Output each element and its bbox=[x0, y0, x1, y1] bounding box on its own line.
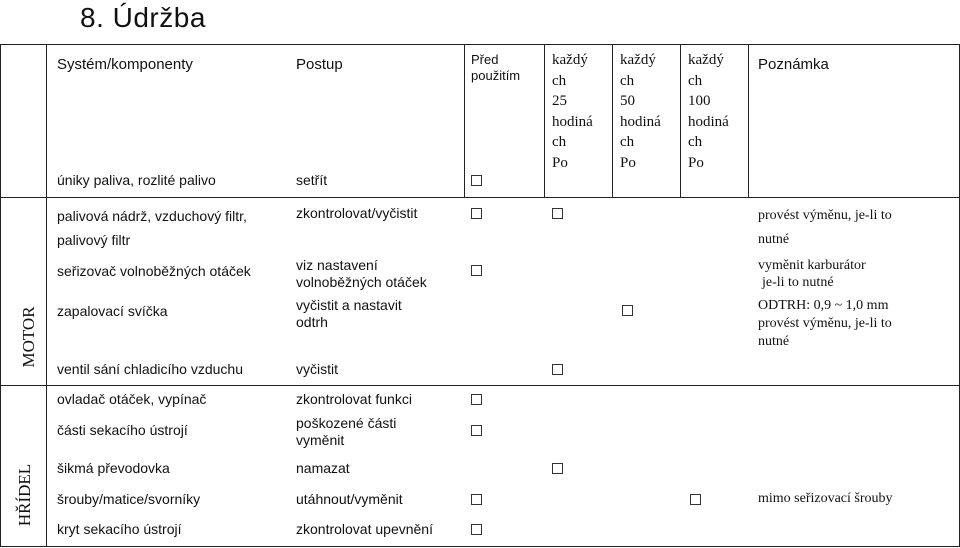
row9-pred-checkbox[interactable] bbox=[471, 494, 482, 505]
row2-pred-checkbox[interactable] bbox=[471, 208, 482, 219]
row9-note: mimo seřizovací šrouby bbox=[758, 491, 893, 506]
header-postup: Postup bbox=[296, 56, 343, 73]
header-system: Systém/komponenty bbox=[57, 56, 193, 73]
group-motor: MOTOR bbox=[19, 306, 38, 368]
row9-100h-checkbox[interactable] bbox=[690, 494, 701, 505]
row6-system: ovladač otáček, vypínač bbox=[57, 391, 207, 407]
row2-postup: zkontrolovat/vyčistit bbox=[296, 205, 418, 221]
row7-postup: poškozené části vyměnit bbox=[296, 415, 397, 448]
row8-25h-checkbox[interactable] bbox=[552, 463, 563, 474]
row5-25h-checkbox[interactable] bbox=[552, 364, 563, 375]
row3-postup: viz nastavení volnoběžných otáček bbox=[296, 257, 427, 290]
row10-pred-checkbox[interactable] bbox=[471, 524, 482, 535]
header-divider-pred bbox=[464, 44, 465, 198]
row7-system: části sekacího ústrojí bbox=[57, 422, 188, 438]
row1-postup: setřít bbox=[296, 172, 328, 188]
header-each-50: každý ch 50 hodiná ch Po bbox=[620, 52, 661, 171]
row1-pred-checkbox[interactable] bbox=[471, 175, 482, 186]
row4-postup: vyčistit a nastavit odtrh bbox=[296, 297, 402, 330]
row2-system: palivová nádrž, vzduchový filtr, palivový filtr bbox=[57, 208, 247, 248]
header-note: Poznámka bbox=[758, 56, 829, 73]
row6-postup: zkontrolovat funkci bbox=[296, 391, 412, 407]
row3-note: vyměnit karburátor je-li to nutné bbox=[758, 258, 866, 290]
row10-system: kryt sekacího ústrojí bbox=[57, 521, 182, 537]
header-divider-50 bbox=[612, 44, 613, 198]
row2-25h-checkbox[interactable] bbox=[552, 208, 563, 219]
section-divider bbox=[0, 385, 960, 386]
motor-section-top-border bbox=[0, 197, 960, 198]
row8-postup: namazat bbox=[296, 460, 350, 476]
row4-50h-checkbox[interactable] bbox=[622, 305, 633, 316]
row1-system: úniky paliva, rozlité palivo bbox=[57, 172, 216, 188]
table-top-border bbox=[0, 44, 960, 45]
group-column-divider bbox=[46, 44, 47, 546]
row10-postup: zkontrolovat upevnění bbox=[296, 521, 433, 537]
row4-system: zapalovací svíčka bbox=[57, 303, 168, 319]
header-divider-25 bbox=[544, 44, 545, 198]
row8-system: šikmá převodovka bbox=[57, 460, 170, 476]
header-each-25: každý ch 25 hodiná ch Po bbox=[552, 52, 593, 171]
page-title: 8. Údržba bbox=[80, 2, 206, 33]
group-hridel: HŘÍDEL bbox=[15, 463, 34, 527]
row5-postup: vyčistit bbox=[296, 361, 338, 377]
header-each-100: každý ch 100 hodiná ch Po bbox=[688, 52, 729, 171]
row7-pred-checkbox[interactable] bbox=[471, 425, 482, 436]
table-bottom-border bbox=[0, 546, 960, 547]
row5-system: ventil sání chladicího vzduchu bbox=[57, 361, 243, 377]
row2-note: provést výměnu, je-li to nutné bbox=[758, 208, 892, 247]
row6-pred-checkbox[interactable] bbox=[471, 394, 482, 405]
header-divider-100 bbox=[680, 44, 681, 198]
row4-note: ODTRH: 0,9 ~ 1,0 mm provést výměnu, je-li to nutné bbox=[758, 298, 892, 349]
row3-pred-checkbox[interactable] bbox=[471, 265, 482, 276]
row9-system: šrouby/matice/svorníky bbox=[57, 491, 201, 507]
header-pred: Před použitím bbox=[471, 52, 521, 83]
row3-system: seřizovač volnoběžných otáček bbox=[57, 263, 251, 279]
table-left-border bbox=[0, 44, 1, 546]
row9-postup: utáhnout/vyměnit bbox=[296, 491, 403, 507]
header-divider-note bbox=[748, 44, 749, 198]
